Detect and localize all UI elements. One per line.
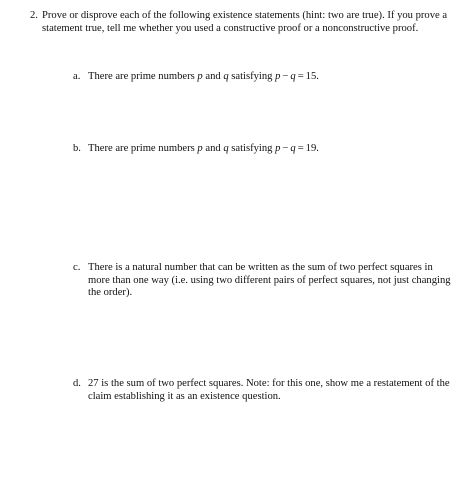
problem-number: 2. xyxy=(30,10,38,21)
part-b-value: 19. xyxy=(305,143,319,154)
part-d-label: d. xyxy=(73,378,81,389)
part-b-statement xyxy=(88,143,453,156)
part-a-expr-q: q xyxy=(290,71,296,82)
part-a-expr-p: p xyxy=(275,71,281,82)
part-b-prefix: There are prime numbers xyxy=(88,143,198,154)
part-a-prefix: There are prime numbers xyxy=(88,71,198,82)
part-a-var-q: q xyxy=(223,71,229,82)
part-a xyxy=(73,71,453,84)
part-b-and: and xyxy=(202,143,224,154)
part-a-var-p: p xyxy=(197,71,203,82)
part-b xyxy=(73,143,453,156)
part-a-and: and xyxy=(202,71,224,82)
part-b-expr-p: p xyxy=(275,143,281,154)
part-a-label: a. xyxy=(73,71,81,82)
part-b-var-q: q xyxy=(223,143,229,154)
part-b-minus: − xyxy=(282,143,289,154)
part-b-expr-q: q xyxy=(290,143,296,154)
part-d-statement: 27 is the sum of two perfect squares. Note: for this one, show me a restatement of the claim establishing it as an existence question. xyxy=(88,378,450,402)
part-d xyxy=(73,378,453,403)
part-c-label: c. xyxy=(73,262,81,273)
part-a-value: 15. xyxy=(305,71,319,82)
part-a-statement xyxy=(88,71,453,84)
part-b-equals: = xyxy=(297,143,304,154)
part-a-minus: − xyxy=(282,71,289,82)
part-b-label: b. xyxy=(73,143,81,154)
part-c-statement: There is a natural number that can be written as the sum of two perfect squares in more than one way (i.e. using two different pairs of perfect squares, not just changing the order). xyxy=(88,262,451,298)
part-b-var-p: p xyxy=(197,143,203,154)
part-c xyxy=(73,262,453,300)
part-a-satisfying: satisfying xyxy=(228,71,276,82)
problem-instructions: Prove or disprove each of the following existence statements (hint: two are true). If you prove a statement true, tell me whether you used a constructive proof or a nonconstructive proof. xyxy=(42,10,448,34)
part-a-equals: = xyxy=(297,71,304,82)
problem-2 xyxy=(30,10,450,35)
part-b-satisfying: satisfying xyxy=(228,143,276,154)
